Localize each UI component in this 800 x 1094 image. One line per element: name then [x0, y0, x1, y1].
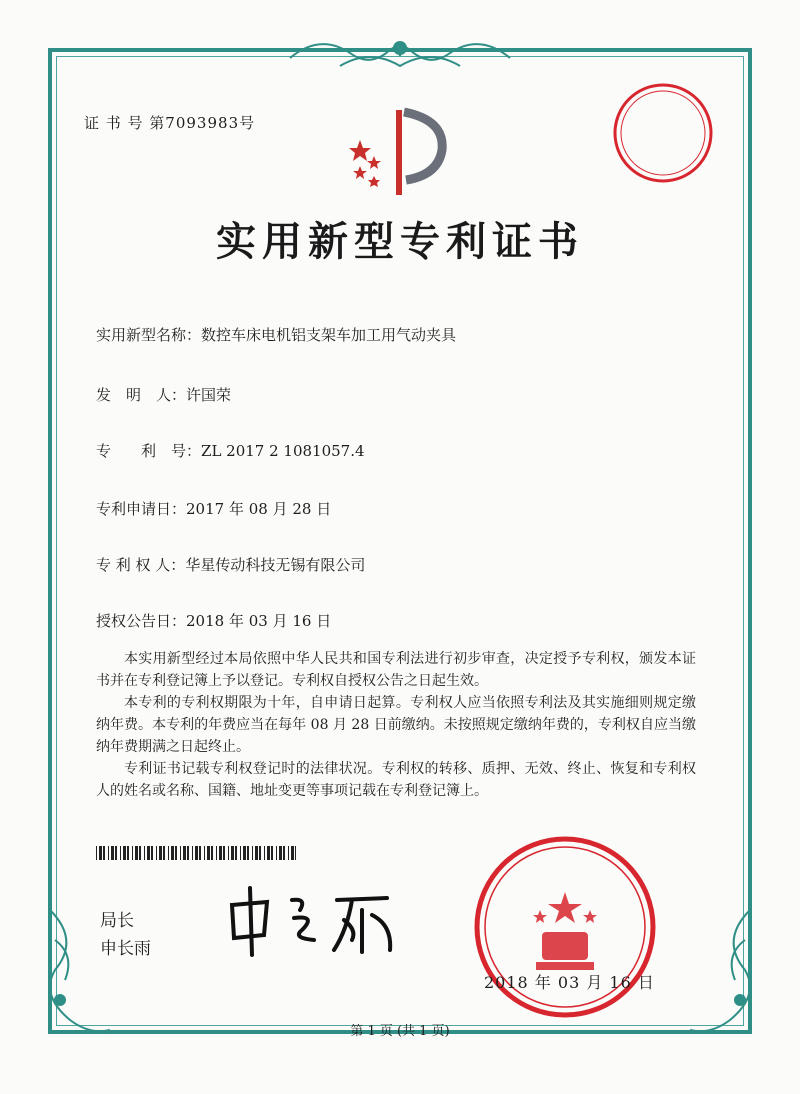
barcode-bar	[156, 846, 157, 860]
field-label: 专 利 权 人：	[96, 556, 186, 574]
barcode-bar	[163, 846, 165, 860]
barcode-bar	[187, 846, 189, 860]
field-value: 2017 年 08 月 28 日	[186, 500, 332, 518]
director-signature	[222, 880, 402, 960]
barcode-bar	[219, 846, 222, 860]
barcode-bar	[247, 846, 249, 860]
field-label: 专利申请日：	[96, 500, 187, 518]
barcode-bar	[192, 846, 193, 860]
barcode-bar	[204, 846, 205, 860]
barcode-bar	[115, 846, 117, 860]
barcode-bar	[264, 846, 265, 860]
director-name: 申长雨	[100, 939, 151, 959]
field-value: ZL 2017 2 1081057.4	[201, 442, 365, 460]
barcode-bar	[295, 846, 296, 860]
field-inventor	[96, 384, 231, 405]
barcode-bar	[216, 846, 217, 860]
barcode-bar	[151, 846, 153, 860]
barcode-bar	[252, 846, 253, 860]
field-value: 数控车床电机铝支架车加工用气动夹具	[201, 326, 457, 344]
barcode-bar	[283, 846, 285, 860]
field-label: 发 明 人：	[96, 386, 187, 404]
field-utility-model-name	[96, 324, 456, 345]
body-paragraph: 本实用新型经过本局依照中华人民共和国专利法进行初步审查，决定授予专利权，颁发本证书并在专利登记簿上予以登记。专利权自授权公告之日起生效。	[96, 651, 696, 689]
barcode-bar	[96, 846, 97, 860]
barcode-bar	[171, 846, 174, 860]
certificate-title: 实用新型专利证书	[216, 218, 584, 265]
barcode-bar	[175, 846, 177, 860]
barcode-bar	[168, 846, 169, 860]
barcode-bar	[207, 846, 210, 860]
field-patentee	[96, 554, 365, 575]
barcode-bar	[147, 846, 150, 860]
barcode-bar	[103, 846, 105, 860]
barcode-bar	[235, 846, 237, 860]
top-ornament	[280, 28, 520, 78]
field-value: 华星传动科技无锡有限公司	[185, 556, 366, 574]
field-value: 2018 年 03 月 16 日	[186, 612, 332, 630]
barcode-bar	[132, 846, 133, 860]
barcode-bar	[231, 846, 234, 860]
barcode-bar	[259, 846, 261, 860]
field-grant-date	[96, 610, 331, 631]
body-paragraph: 专利证书记载专利权登记时的法律状况。专利权的转移、质押、无效、终止、恢复和专利权人的姓名或名称、国籍、地址变更等事项记载在专利登记簿上。	[96, 761, 696, 799]
barcode-bar	[276, 846, 277, 860]
barcode-bar	[267, 846, 270, 860]
barcode-bar	[240, 846, 241, 860]
barcode-bar	[120, 846, 121, 860]
certificate-number: 证 书 号 第7093983号	[84, 114, 256, 132]
field-patent-number	[96, 440, 365, 461]
barcode-bar	[111, 846, 114, 860]
tax-seal-stamp	[608, 78, 718, 188]
barcode-bar	[255, 846, 258, 860]
barcode-bar	[291, 846, 294, 860]
body-paragraph: 本专利的专利权期限为十年，自申请日起算。专利权人应当依照专利法及其实施细则规定缴纳年费。本专利的年费应当在每年 08 月 28 日前缴纳。未按照规定缴纳年费的，专利权自应当缴纳年费期满之日起终止。	[96, 695, 696, 755]
barcode-bar	[123, 846, 126, 860]
field-label: 授权公告日：	[96, 612, 187, 630]
barcode-bar	[243, 846, 246, 860]
barcode-bar	[279, 846, 282, 860]
barcode-bar	[195, 846, 198, 860]
barcode-bar	[135, 846, 138, 860]
barcode-bar	[99, 846, 102, 860]
barcode-bar	[228, 846, 229, 860]
barcode-bar	[223, 846, 225, 860]
director-title: 局长	[100, 911, 134, 931]
barcode-bar	[159, 846, 162, 860]
barcode-bar	[199, 846, 201, 860]
barcode-bar	[144, 846, 145, 860]
barcode-bar	[183, 846, 186, 860]
barcode-bar	[108, 846, 109, 860]
barcode-bar	[139, 846, 141, 860]
patent-office-logo	[330, 100, 470, 200]
official-seal-stamp	[470, 832, 660, 1022]
barcode-bar	[180, 846, 181, 860]
field-label: 实用新型名称：	[96, 326, 202, 344]
barcode-bar	[127, 846, 129, 860]
page-number: 第 1 页 (共 1 页)	[350, 1024, 450, 1039]
barcode-bar	[271, 846, 273, 860]
field-filing-date	[96, 498, 331, 519]
barcode-bar	[211, 846, 213, 860]
barcode	[96, 846, 296, 860]
seal-date: 2018 年 03 月 16 日	[484, 973, 655, 992]
certificate-body-text	[96, 648, 696, 802]
field-value: 许国荣	[186, 386, 232, 404]
field-label: 专 利 号：	[96, 442, 202, 460]
barcode-bar	[288, 846, 289, 860]
